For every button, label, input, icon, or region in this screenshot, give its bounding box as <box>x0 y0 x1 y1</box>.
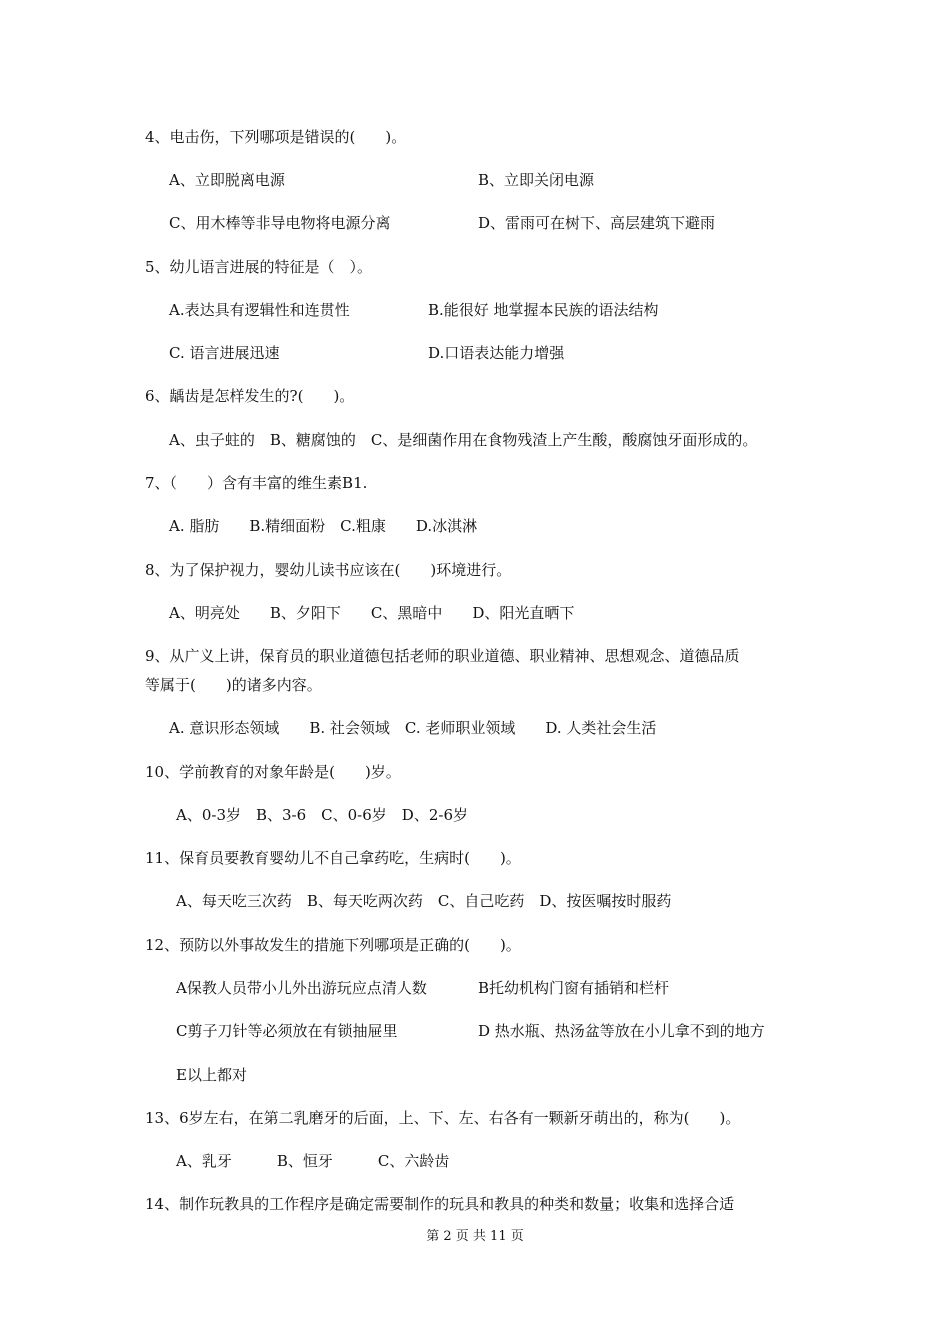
question-5-stem: 5、幼儿语言进展的特征是（ ）。 <box>145 258 373 276</box>
question-13-options: A、乳牙 B、恒牙 C、六龄齿 <box>176 1152 450 1170</box>
question-8-options: A、明亮处 B、夕阳下 C、黑暗中 D、阳光直晒下 <box>169 604 575 622</box>
question-11-stem: 11、保育员要教育婴幼儿不自己拿药吃，生病时( )。 <box>145 849 521 867</box>
question-10-options: A、0-3岁 B、3-6 C、0-6岁 D、2-6岁 <box>176 806 468 824</box>
question-9-stem-line-2: 等属于( )的诸多内容。 <box>145 676 322 694</box>
question-5-option-a: A.表达具有逻辑性和连贯性 <box>169 301 350 319</box>
question-10-stem: 10、学前教育的对象年龄是( )岁。 <box>145 763 401 781</box>
question-7-stem: 7、（ ）含有丰富的维生素B1. <box>145 474 368 492</box>
question-5-option-b: B.能很好 地掌握本民族的语法结构 <box>428 301 659 319</box>
question-7-options: A. 脂肪 B.精细面粉 C.粗康 D.冰淇淋 <box>169 517 478 535</box>
question-4-stem: 4、电击伤，下列哪项是错误的( )。 <box>145 128 407 146</box>
question-8-stem: 8、为了保护视力，婴幼儿读书应该在( )环境进行。 <box>145 561 512 579</box>
question-6-stem: 6、龋齿是怎样发生的?( )。 <box>145 387 355 405</box>
question-4-option-c: C、用木棒等非导电物将电源分离 <box>169 214 391 232</box>
question-5-option-c: C. 语言进展迅速 <box>169 344 280 362</box>
question-9-stem-line-1: 9、从广义上讲，保育员的职业道德包括老师的职业道德、职业精神、思想观念、道德品质 <box>145 647 740 665</box>
question-12-option-b: B托幼机构门窗有插销和栏杆 <box>478 979 670 997</box>
question-11-options: A、每天吃三次药 B、每天吃两次药 C、自己吃药 D、按医嘱按时服药 <box>176 892 672 910</box>
page-number-footer: 第 2 页 共 11 页 <box>426 1229 524 1244</box>
question-12-option-e: E以上都对 <box>176 1066 247 1084</box>
question-9-options: A. 意识形态领域 B. 社会领域 C. 老师职业领域 D. 人类社会生活 <box>169 719 657 737</box>
question-12-option-d: D 热水瓶、热汤盆等放在小儿拿不到的地方 <box>478 1022 765 1040</box>
question-13-stem: 13、6岁左右，在第二乳磨牙的后面，上、下、左、右各有一颗新牙萌出的，称为( )。 <box>145 1109 741 1127</box>
question-4-option-a: A、立即脱离电源 <box>169 171 285 189</box>
question-12-stem: 12、预防以外事故发生的措施下列哪项是正确的( )。 <box>145 936 521 954</box>
question-12-option-a: A保教人员带小儿外出游玩应点清人数 <box>176 979 427 997</box>
question-6-options: A、虫子蛀的 B、糖腐蚀的 C、是细菌作用在食物残渣上产生酸，酸腐蚀牙面形成的。 <box>169 431 758 449</box>
question-4-option-b: B、立即关闭电源 <box>478 171 595 189</box>
question-14-stem: 14、制作玩教具的工作程序是确定需要制作的玩具和教具的种类和数量；收集和选择合适 <box>145 1195 735 1213</box>
question-5-option-d: D.口语表达能力增强 <box>428 344 565 362</box>
question-4-option-d: D、雷雨可在树下、高层建筑下避雨 <box>478 214 716 232</box>
question-12-option-c: C剪子刀针等必须放在有锁抽屉里 <box>176 1022 398 1040</box>
